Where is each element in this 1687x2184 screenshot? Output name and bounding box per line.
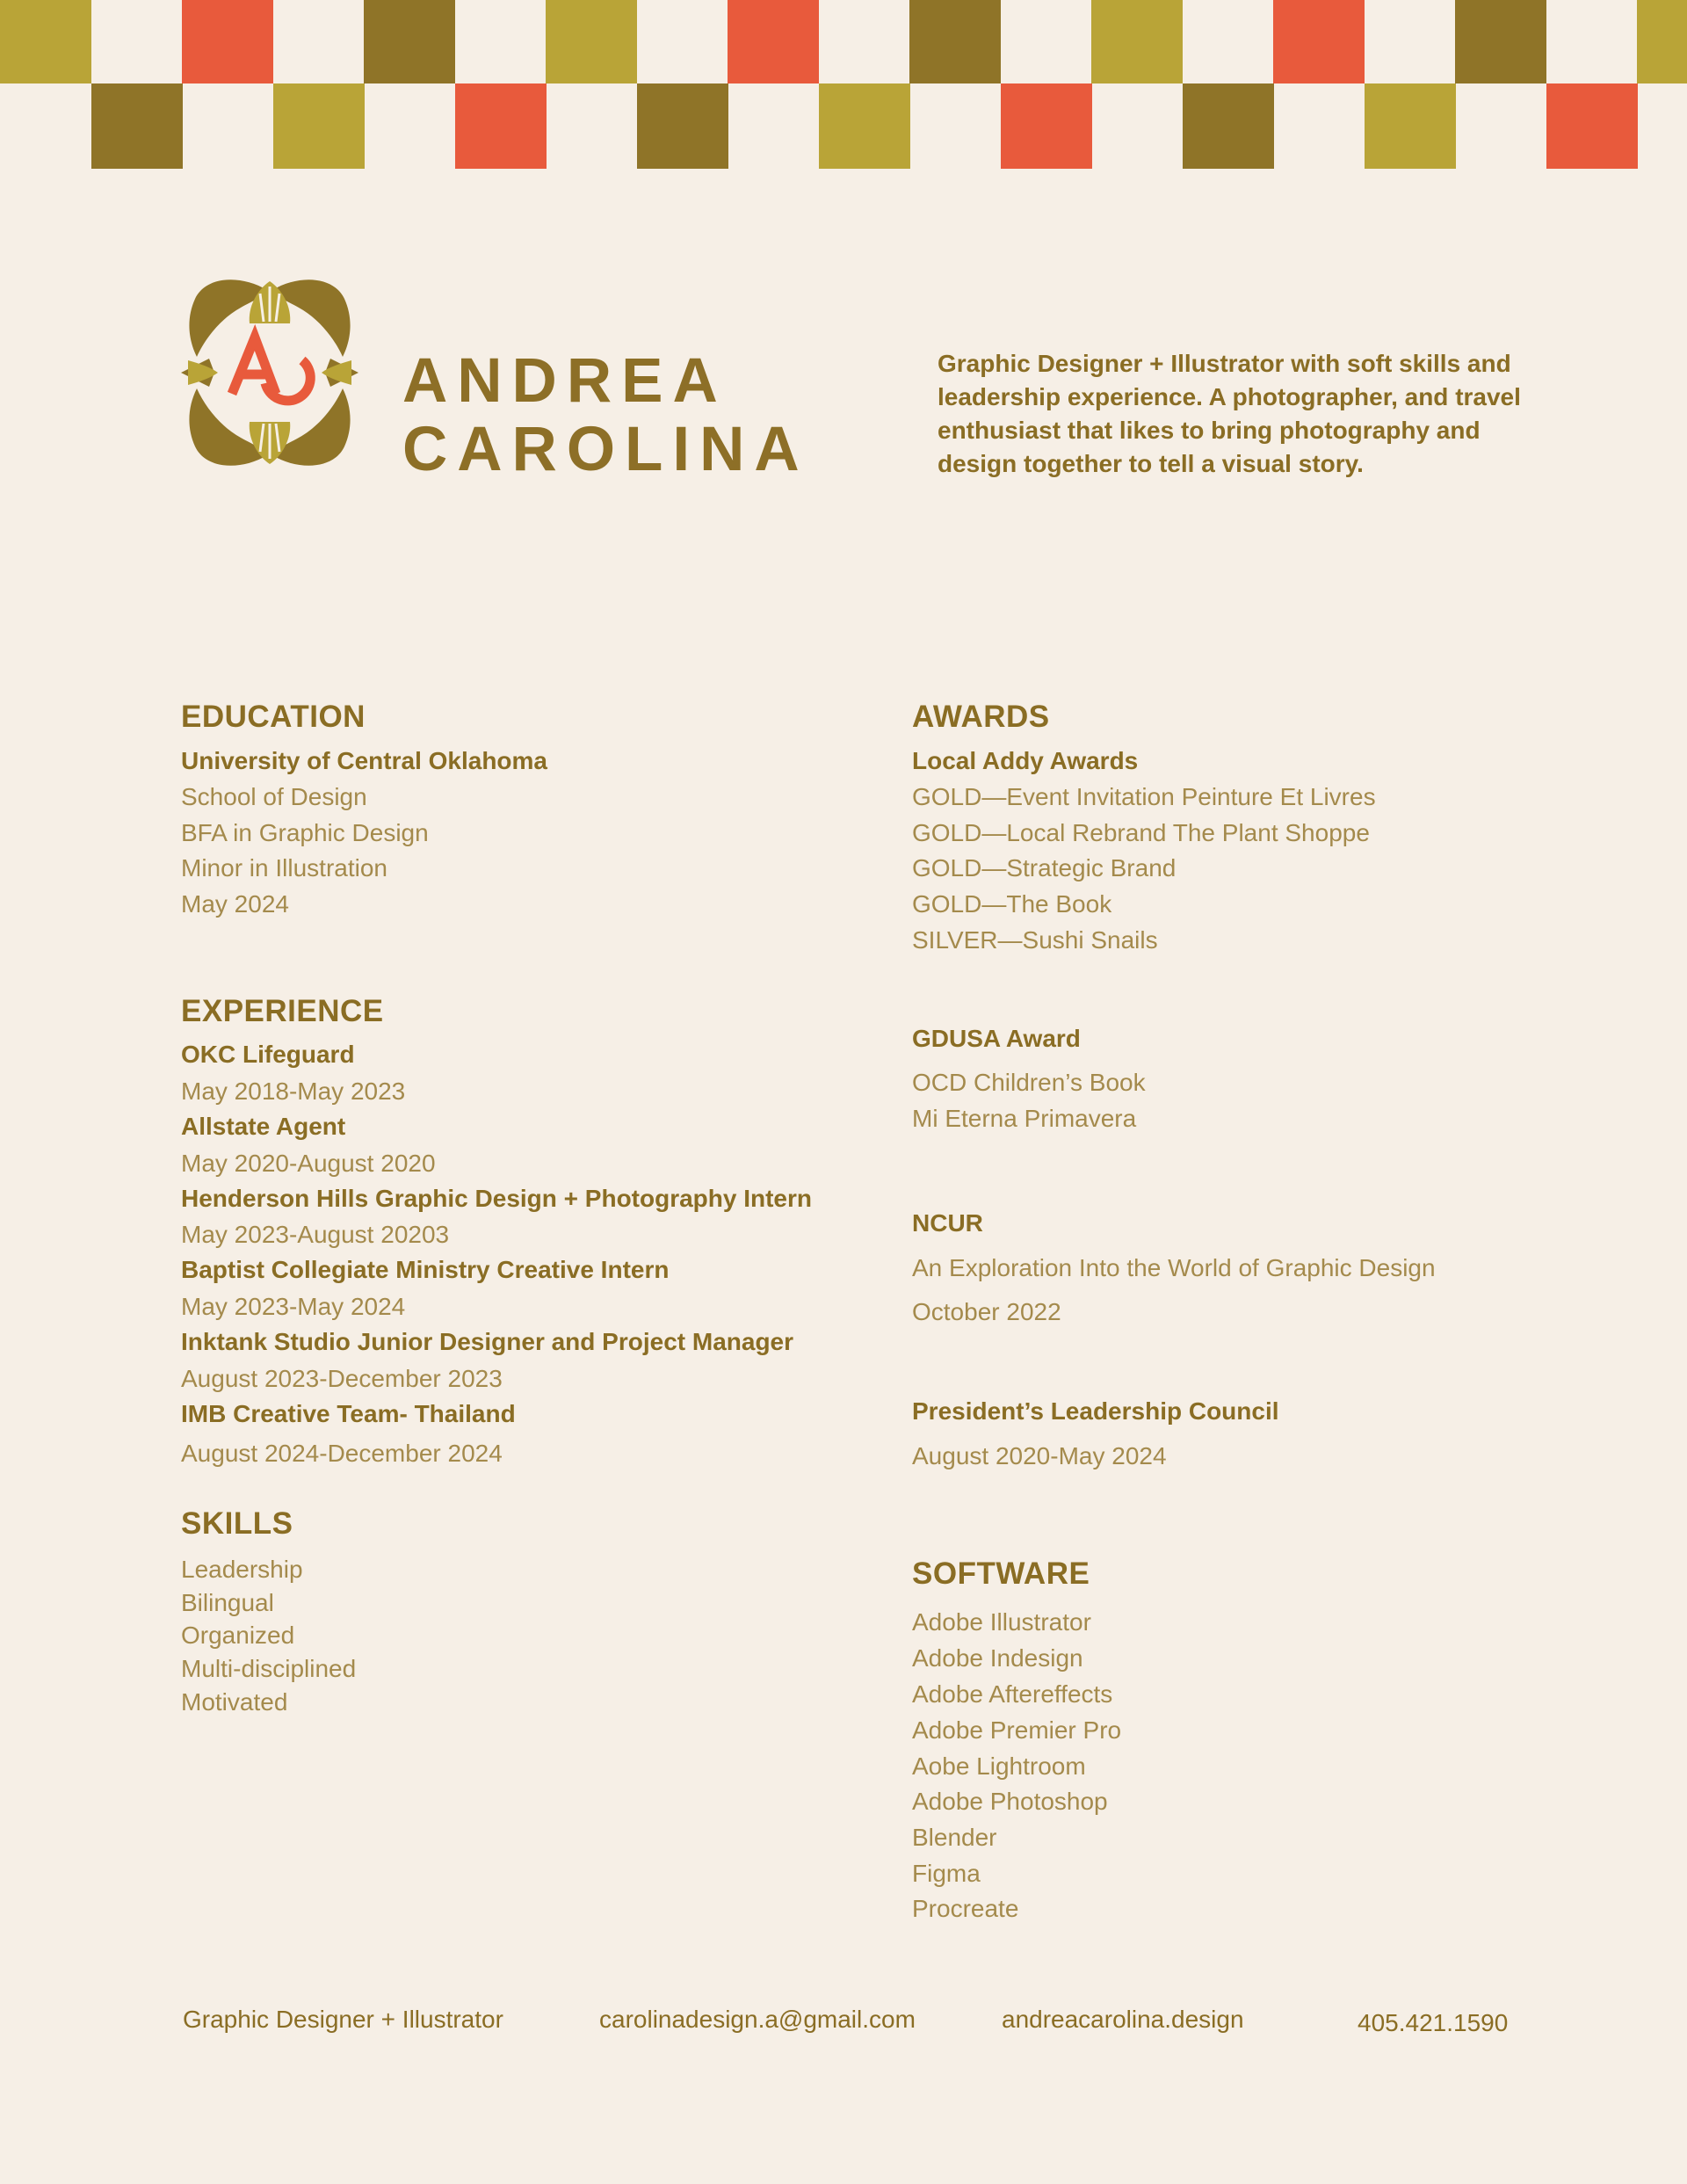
- checker-square: [819, 83, 910, 169]
- software-item: Adobe Aftereffects: [912, 1680, 1113, 1708]
- checker-square: [1183, 83, 1274, 169]
- software-item: Adobe Premier Pro: [912, 1716, 1122, 1744]
- checker-square: [182, 0, 273, 83]
- job-title: Inktank Studio Junior Designer and Project Manager: [181, 1328, 794, 1355]
- footer-website[interactable]: andreacarolina.design: [1002, 2006, 1244, 2033]
- checker-square: [1273, 0, 1365, 83]
- award-group-title: NCUR: [912, 1209, 983, 1237]
- checker-square: [1091, 0, 1183, 83]
- award-item: August 2020-May 2024: [912, 1442, 1167, 1469]
- awards-heading: AWARDS: [912, 700, 1050, 734]
- education-line: May 2024: [181, 890, 289, 918]
- job-title: Allstate Agent: [181, 1113, 346, 1140]
- award-item: OCD Children’s Book: [912, 1069, 1146, 1096]
- name-first: ANDREA: [402, 346, 728, 416]
- checker-square: [0, 0, 91, 83]
- name-last: CAROLINA: [402, 415, 809, 484]
- job-dates: May 2020-August 2020: [181, 1150, 436, 1177]
- education-school: University of Central Oklahoma: [181, 747, 548, 774]
- job-dates: August 2023-December 2023: [181, 1365, 503, 1392]
- bio-text: Graphic Designer + Illustrator with soft skills and leadership experience. A photographer, and travel enthusiast that likes to bring photography and design together to tell a visual story.: [938, 350, 1521, 477]
- job-title: IMB Creative Team- Thailand: [181, 1400, 516, 1427]
- job-title: OKC Lifeguard: [181, 1041, 355, 1068]
- education-line: Minor in Illustration: [181, 854, 387, 882]
- checker-square: [91, 83, 183, 169]
- job-dates: May 2023-August 20203: [181, 1221, 450, 1248]
- skill-item: Bilingual: [181, 1589, 274, 1616]
- checker-square: [1455, 0, 1546, 83]
- award-item: SILVER—Sushi Snails: [912, 926, 1158, 954]
- software-item: Adobe Illustrator: [912, 1608, 1091, 1636]
- award-item: GOLD—Event Invitation Peinture Et Livres: [912, 783, 1376, 810]
- award-item: GOLD—The Book: [912, 890, 1112, 918]
- software-item: Procreate: [912, 1895, 1019, 1922]
- checker-square: [546, 0, 637, 83]
- skill-item: Organized: [181, 1622, 295, 1649]
- checker-square: [1365, 83, 1456, 169]
- award-group-title: President’s Leadership Council: [912, 1397, 1279, 1425]
- checker-square: [455, 83, 547, 169]
- education-heading: EDUCATION: [181, 700, 366, 734]
- skill-item: Motivated: [181, 1688, 288, 1716]
- job-dates: August 2024-December 2024: [181, 1440, 503, 1467]
- software-item: Adobe Photoshop: [912, 1788, 1108, 1815]
- award-item: An Exploration Into the World of Graphic Design: [912, 1254, 1436, 1281]
- checker-square: [1001, 83, 1092, 169]
- skill-item: Multi-disciplined: [181, 1655, 357, 1682]
- award-group-title: GDUSA Award: [912, 1025, 1081, 1052]
- experience-heading: EXPERIENCE: [181, 994, 384, 1028]
- footer-phone: 405.421.1590: [1358, 2009, 1509, 2036]
- ac-monogram-logo: [179, 272, 360, 473]
- footer-email[interactable]: carolinadesign.a@gmail.com: [599, 2006, 916, 2033]
- education-line: School of Design: [181, 783, 367, 810]
- award-item: GOLD—Local Rebrand The Plant Shoppe: [912, 819, 1370, 846]
- job-title: Baptist Collegiate Ministry Creative Intern: [181, 1256, 670, 1283]
- checkerboard-banner: [0, 0, 1687, 171]
- checker-square: [273, 83, 365, 169]
- software-item: Blender: [912, 1824, 997, 1851]
- job-title: Henderson Hills Graphic Design + Photography Intern: [181, 1185, 813, 1212]
- award-item: Mi Eterna Primavera: [912, 1105, 1137, 1132]
- skill-item: Leadership: [181, 1556, 303, 1583]
- software-item: Adobe Indesign: [912, 1644, 1083, 1672]
- checker-square: [1546, 83, 1638, 169]
- award-group-title: Local Addy Awards: [912, 747, 1139, 774]
- software-item: Aobe Lightroom: [912, 1752, 1086, 1780]
- checker-square: [1637, 0, 1687, 83]
- education-line: BFA in Graphic Design: [181, 819, 429, 846]
- checker-square: [637, 83, 728, 169]
- checker-square: [909, 0, 1001, 83]
- checker-square: [364, 0, 455, 83]
- software-heading: SOFTWARE: [912, 1556, 1090, 1591]
- award-item: GOLD—Strategic Brand: [912, 854, 1177, 882]
- job-dates: May 2018-May 2023: [181, 1077, 406, 1105]
- checker-square: [728, 0, 819, 83]
- award-item: October 2022: [912, 1298, 1061, 1325]
- software-item: Figma: [912, 1860, 981, 1887]
- job-dates: May 2023-May 2024: [181, 1293, 406, 1320]
- skills-heading: SKILLS: [181, 1506, 293, 1541]
- footer-role: Graphic Designer + Illustrator: [183, 2006, 503, 2033]
